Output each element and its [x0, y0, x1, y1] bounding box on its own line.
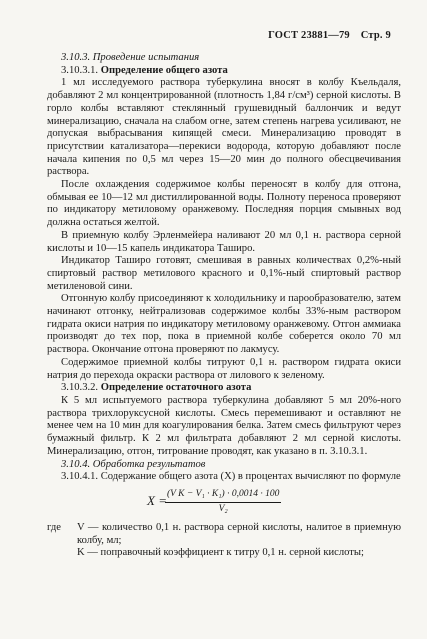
paragraph: 3.10.4.1. Содержание общего азота (X) в процентах вычисляют по формуле — [61, 471, 401, 483]
section-number: 3.10.3.2. — [61, 382, 99, 394]
section-title: Определение остаточного азота — [100, 382, 252, 394]
paragraph: В приемную колбу Эрленмейера наливают 20 мл 0,1 н. раствора серной кислоты и 10—15 капель индикатора Таширо. — [47, 229, 401, 254]
standard-number: ГОСТ 23881—79 — [268, 30, 350, 41]
formula-numerator: (V K − V₁ · K₁) · 0,0014 · 100 — [165, 488, 281, 503]
definition-row — [47, 547, 401, 560]
formula-lhs: X = — [147, 492, 167, 508]
formula-definitions — [47, 522, 401, 560]
definition-v: V — количество 0,1 н. раствора серной кислоты, налитое в приемную колбу, мл; — [77, 521, 401, 546]
formula-denominator: V₂ — [218, 503, 228, 514]
formula — [47, 486, 401, 520]
definition-k: K — поправочный коэффициент к титру 0,1 н. серной кислоты; — [77, 547, 364, 559]
section-number: 3.10.3.1. — [61, 64, 99, 76]
section-3-10-3-2 — [47, 382, 401, 395]
paragraph: Отгонную колбу присоединяют к холодильнику и парообразователю, затем начинают отгонку, нейтрализовав содержимое колбы 33%-ным раствором гидрата окиси натрия по индикатору метиловому оранжевому. Отгон аммиака производят до тех пор, пока в приемной колбе соберется около 70 мл раствора. Окончание отгона проверяют по лакмусу. — [47, 293, 401, 356]
formula-fraction — [165, 488, 281, 515]
section-3-10-3-1 — [47, 65, 401, 78]
definition-row — [47, 522, 401, 547]
paragraph: Содержимое приемной колбы титруют 0,1 н. раствором гидрата окиси натрия до перехода окраски раствора от лилового к зеленому. — [47, 356, 401, 381]
section-3-10-4: 3.10.4. Обработка результатов — [61, 458, 206, 470]
section-3-10-3: 3.10.3. Проведение испытания — [61, 52, 200, 63]
section-title: Определение общего азота — [100, 64, 228, 76]
page-number: Стр. 9 — [360, 30, 391, 41]
paragraph: 1 мл исследуемого раствора туберкулина вносят в колбу Къельдаля, добавляют 2 мл концентрированной (плотность 1,84 г/см³) серной кислоты. В горло колбы вставляют стеклянный грушевидный баллончик и ведут минерализацию, сначала на слабом огне, затем степень нагрева усиливают, не допуская выбрасывания кипящей смеси. Минерализацию проводят в присутствии катализатора—перекиси водорода, которую добавляют после начала кипения по 0,5 мл через 15—20 мин до полного обесцвечивания раствора. — [47, 77, 401, 178]
where-label: где — [47, 521, 61, 533]
paragraph: После охлаждения содержимое колбы переносят в колбу для отгона, обмывая ее 10—12 мл дистиллированной воды. Полноту переноса проверяют по индикатору метиловому оранжевому. Последняя порция смывных вод должна остаться желтой. — [47, 179, 401, 229]
paragraph: Индикатор Таширо готовят, смешивая в равных количествах 0,2%-ный спиртовый раствор метилового красного и 0,1%-ный спиртовый раствор метиленовой сини. — [47, 255, 401, 292]
page-header — [268, 30, 391, 41]
document-body — [47, 52, 401, 560]
paragraph: К 5 мл испытуемого раствора туберкулина добавляют 5 мл 20%-ного раствора трихлоруксусной кислоты. Смесь перемешивают и оставляют не менее чем на 10 мин для коагулирования белка. Затем смесь фильтруют через бумажный фильтр. К 2 мл фильтрата добавляют 2 мл серной кислоты. Минерализацию, отгон, титрование проводят, как указано в п. 3.10.3.1. — [47, 394, 401, 457]
